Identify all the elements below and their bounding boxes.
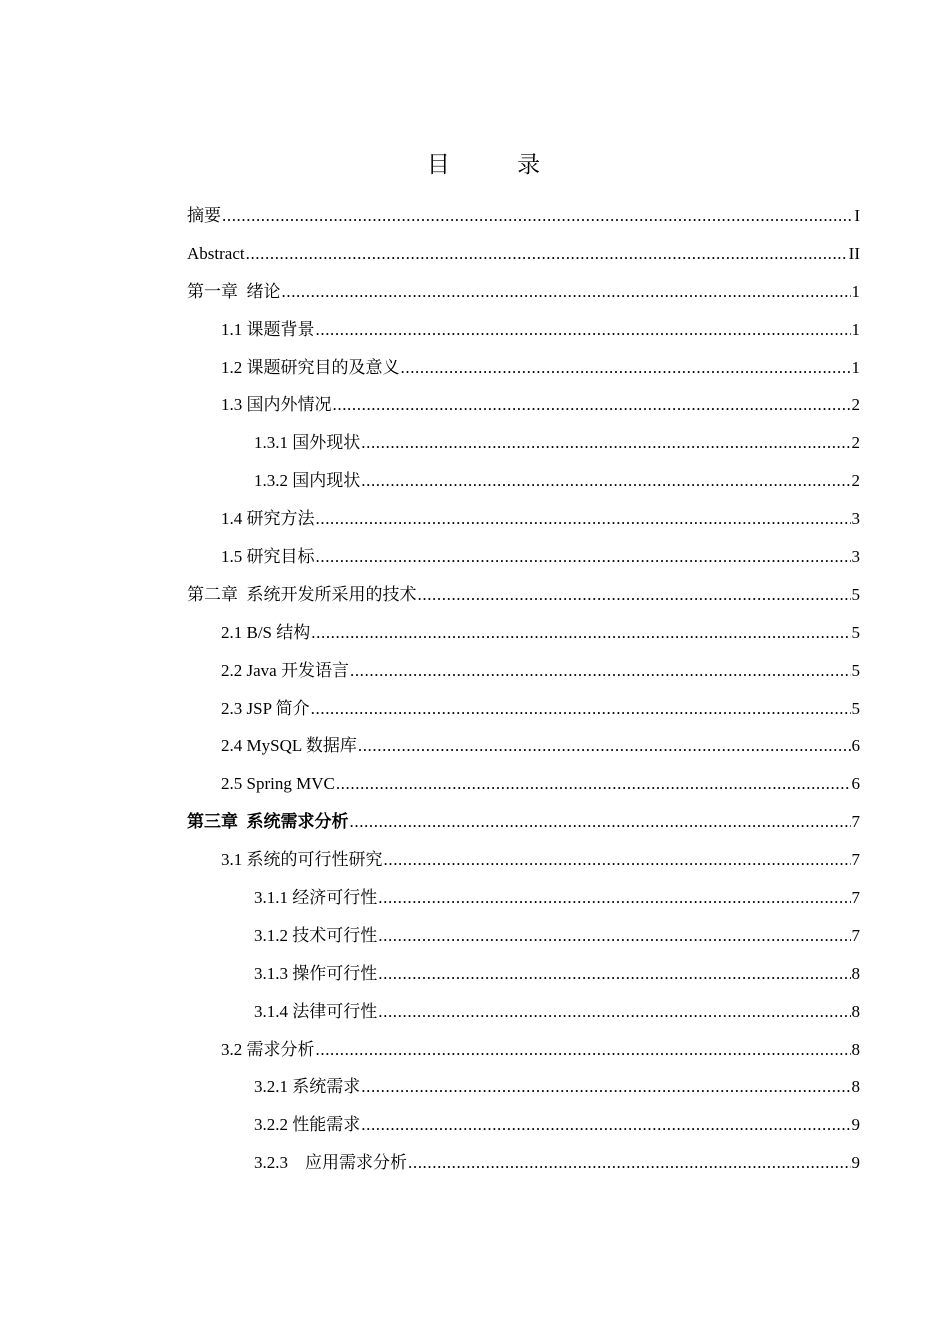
toc-entry[interactable] [187,917,860,955]
toc-entry-page: 7 [851,888,860,908]
toc-leader-dots [350,652,851,690]
toc-entry-text: 2.4 MySQL 数据库 [221,736,357,756]
toc-entry-text: 3.1.3 操作可行性 [254,963,378,983]
toc-entry-text: 2.5 Spring MVC [221,774,335,794]
toc-entry-text: 3.1.1 经济可行性 [254,888,378,908]
toc-entry-page: 2 [851,433,860,453]
toc-entry[interactable] [187,538,860,576]
toc-entry-page: 9 [851,1153,860,1173]
toc-entry[interactable] [187,955,860,993]
toc-entry-page: 6 [851,736,860,756]
toc-leader-dots [316,311,851,349]
toc-leader-dots [333,386,851,424]
toc-entry-text: 3.2.3 应用需求分析 [254,1153,407,1173]
toc-entry-text: 第一章 绪论 [187,281,281,301]
toc-entry-text: Abstract [187,243,245,263]
toc-entry-text: 3.1.2 技术可行性 [254,925,378,945]
toc-entry-page: 5 [851,622,860,642]
toc-entry-page: 6 [851,774,860,794]
toc-entry[interactable] [187,993,860,1031]
toc-entry[interactable] [187,727,860,765]
toc-entry[interactable] [187,652,860,690]
toc-entry-text: 1.2 课题研究目的及意义 [221,357,400,377]
toc-leader-dots [378,955,850,993]
toc-entry-text: 2.2 Java 开发语言 [221,660,349,680]
toc-leader-dots [378,993,850,1031]
toc-entry-page: 9 [851,1115,860,1135]
toc-entry-text: 3.1.4 法律可行性 [254,1001,378,1021]
toc-entry-page: 5 [851,584,860,604]
table-of-contents [187,197,860,1182]
toc-entry-page: II [848,243,860,263]
toc-leader-dots [361,424,850,462]
toc-entry[interactable] [187,311,860,349]
toc-entry-page: 2 [851,471,860,491]
toc-entry-page: 5 [851,660,860,680]
toc-entry[interactable] [187,1068,860,1106]
toc-entry[interactable] [187,462,860,500]
toc-entry-page: 8 [851,1001,860,1021]
toc-entry-page: 2 [851,395,860,415]
toc-leader-dots [384,841,851,879]
toc-leader-dots [358,727,851,765]
toc-entry-page: 1 [851,281,860,301]
toc-entry[interactable] [187,349,860,387]
toc-leader-dots [361,1068,850,1106]
toc-entry[interactable] [187,576,860,614]
toc-leader-dots [246,235,848,273]
toc-entry[interactable] [187,500,860,538]
toc-leader-dots [350,803,851,841]
toc-leader-dots [361,462,850,500]
toc-entry[interactable] [187,1031,860,1069]
toc-entry-text: 1.1 课题背景 [221,319,315,339]
toc-entry-page: 8 [851,1039,860,1059]
toc-entry[interactable] [187,1106,860,1144]
page-title: 目 录 [426,152,571,178]
toc-entry-page: I [854,206,860,225]
toc-leader-dots [336,765,851,803]
toc-entry-text: 3.1 系统的可行性研究 [221,850,383,870]
toc-entry[interactable] [187,879,860,917]
toc-entry-text: 1.3 国内外情况 [221,395,332,415]
toc-entry-page: 5 [851,698,860,718]
toc-entry-page: 7 [851,925,860,945]
toc-leader-dots [316,538,851,576]
toc-leader-dots [401,349,851,387]
toc-entry[interactable] [187,690,860,728]
toc-entry-text: 摘要 [187,206,221,225]
toc-entry-text: 第三章 系统需求分析 [187,812,349,832]
toc-entry-text: 1.4 研究方法 [221,509,315,529]
toc-entry[interactable] [187,424,860,462]
toc-entry-text: 1.5 研究目标 [221,547,315,567]
toc-entry[interactable] [187,273,860,311]
toc-entry-text: 3.2.2 性能需求 [254,1115,361,1135]
toc-entry[interactable] [187,614,860,652]
toc-entry-page: 8 [851,1077,860,1097]
toc-entry-text: 3.2 需求分析 [221,1039,315,1059]
toc-entry[interactable] [187,803,860,841]
toc-entry-page: 8 [851,963,860,983]
toc-leader-dots [378,917,850,955]
toc-entry-page: 3 [851,509,860,529]
toc-entry-page: 1 [851,357,860,377]
toc-entry[interactable] [187,386,860,424]
toc-leader-dots [316,1031,851,1069]
toc-entry-page: 1 [851,319,860,339]
toc-entry-text: 1.3.1 国外现状 [254,433,361,453]
toc-entry[interactable] [187,235,860,273]
toc-leader-dots [311,690,851,728]
toc-leader-dots [408,1144,851,1182]
toc-entry[interactable] [187,197,860,235]
toc-entry-text: 2.1 B/S 结构 [221,622,311,642]
toc-entry[interactable] [187,1144,860,1182]
toc-leader-dots [418,576,851,614]
toc-leader-dots [311,614,850,652]
toc-entry-page: 3 [851,547,860,567]
toc-entry[interactable] [187,765,860,803]
toc-leader-dots [222,197,853,235]
toc-entry[interactable] [187,841,860,879]
toc-entry-text: 1.3.2 国内现状 [254,471,361,491]
toc-entry-page: 7 [851,850,860,870]
toc-leader-dots [282,273,851,311]
toc-leader-dots [378,879,850,917]
toc-entry-text: 第二章 系统开发所采用的技术 [187,584,417,604]
toc-leader-dots [316,500,851,538]
toc-entry-page: 7 [851,812,860,832]
toc-entry-text: 3.2.1 系统需求 [254,1077,361,1097]
toc-leader-dots [361,1106,850,1144]
toc-entry-text: 2.3 JSP 简介 [221,698,310,718]
